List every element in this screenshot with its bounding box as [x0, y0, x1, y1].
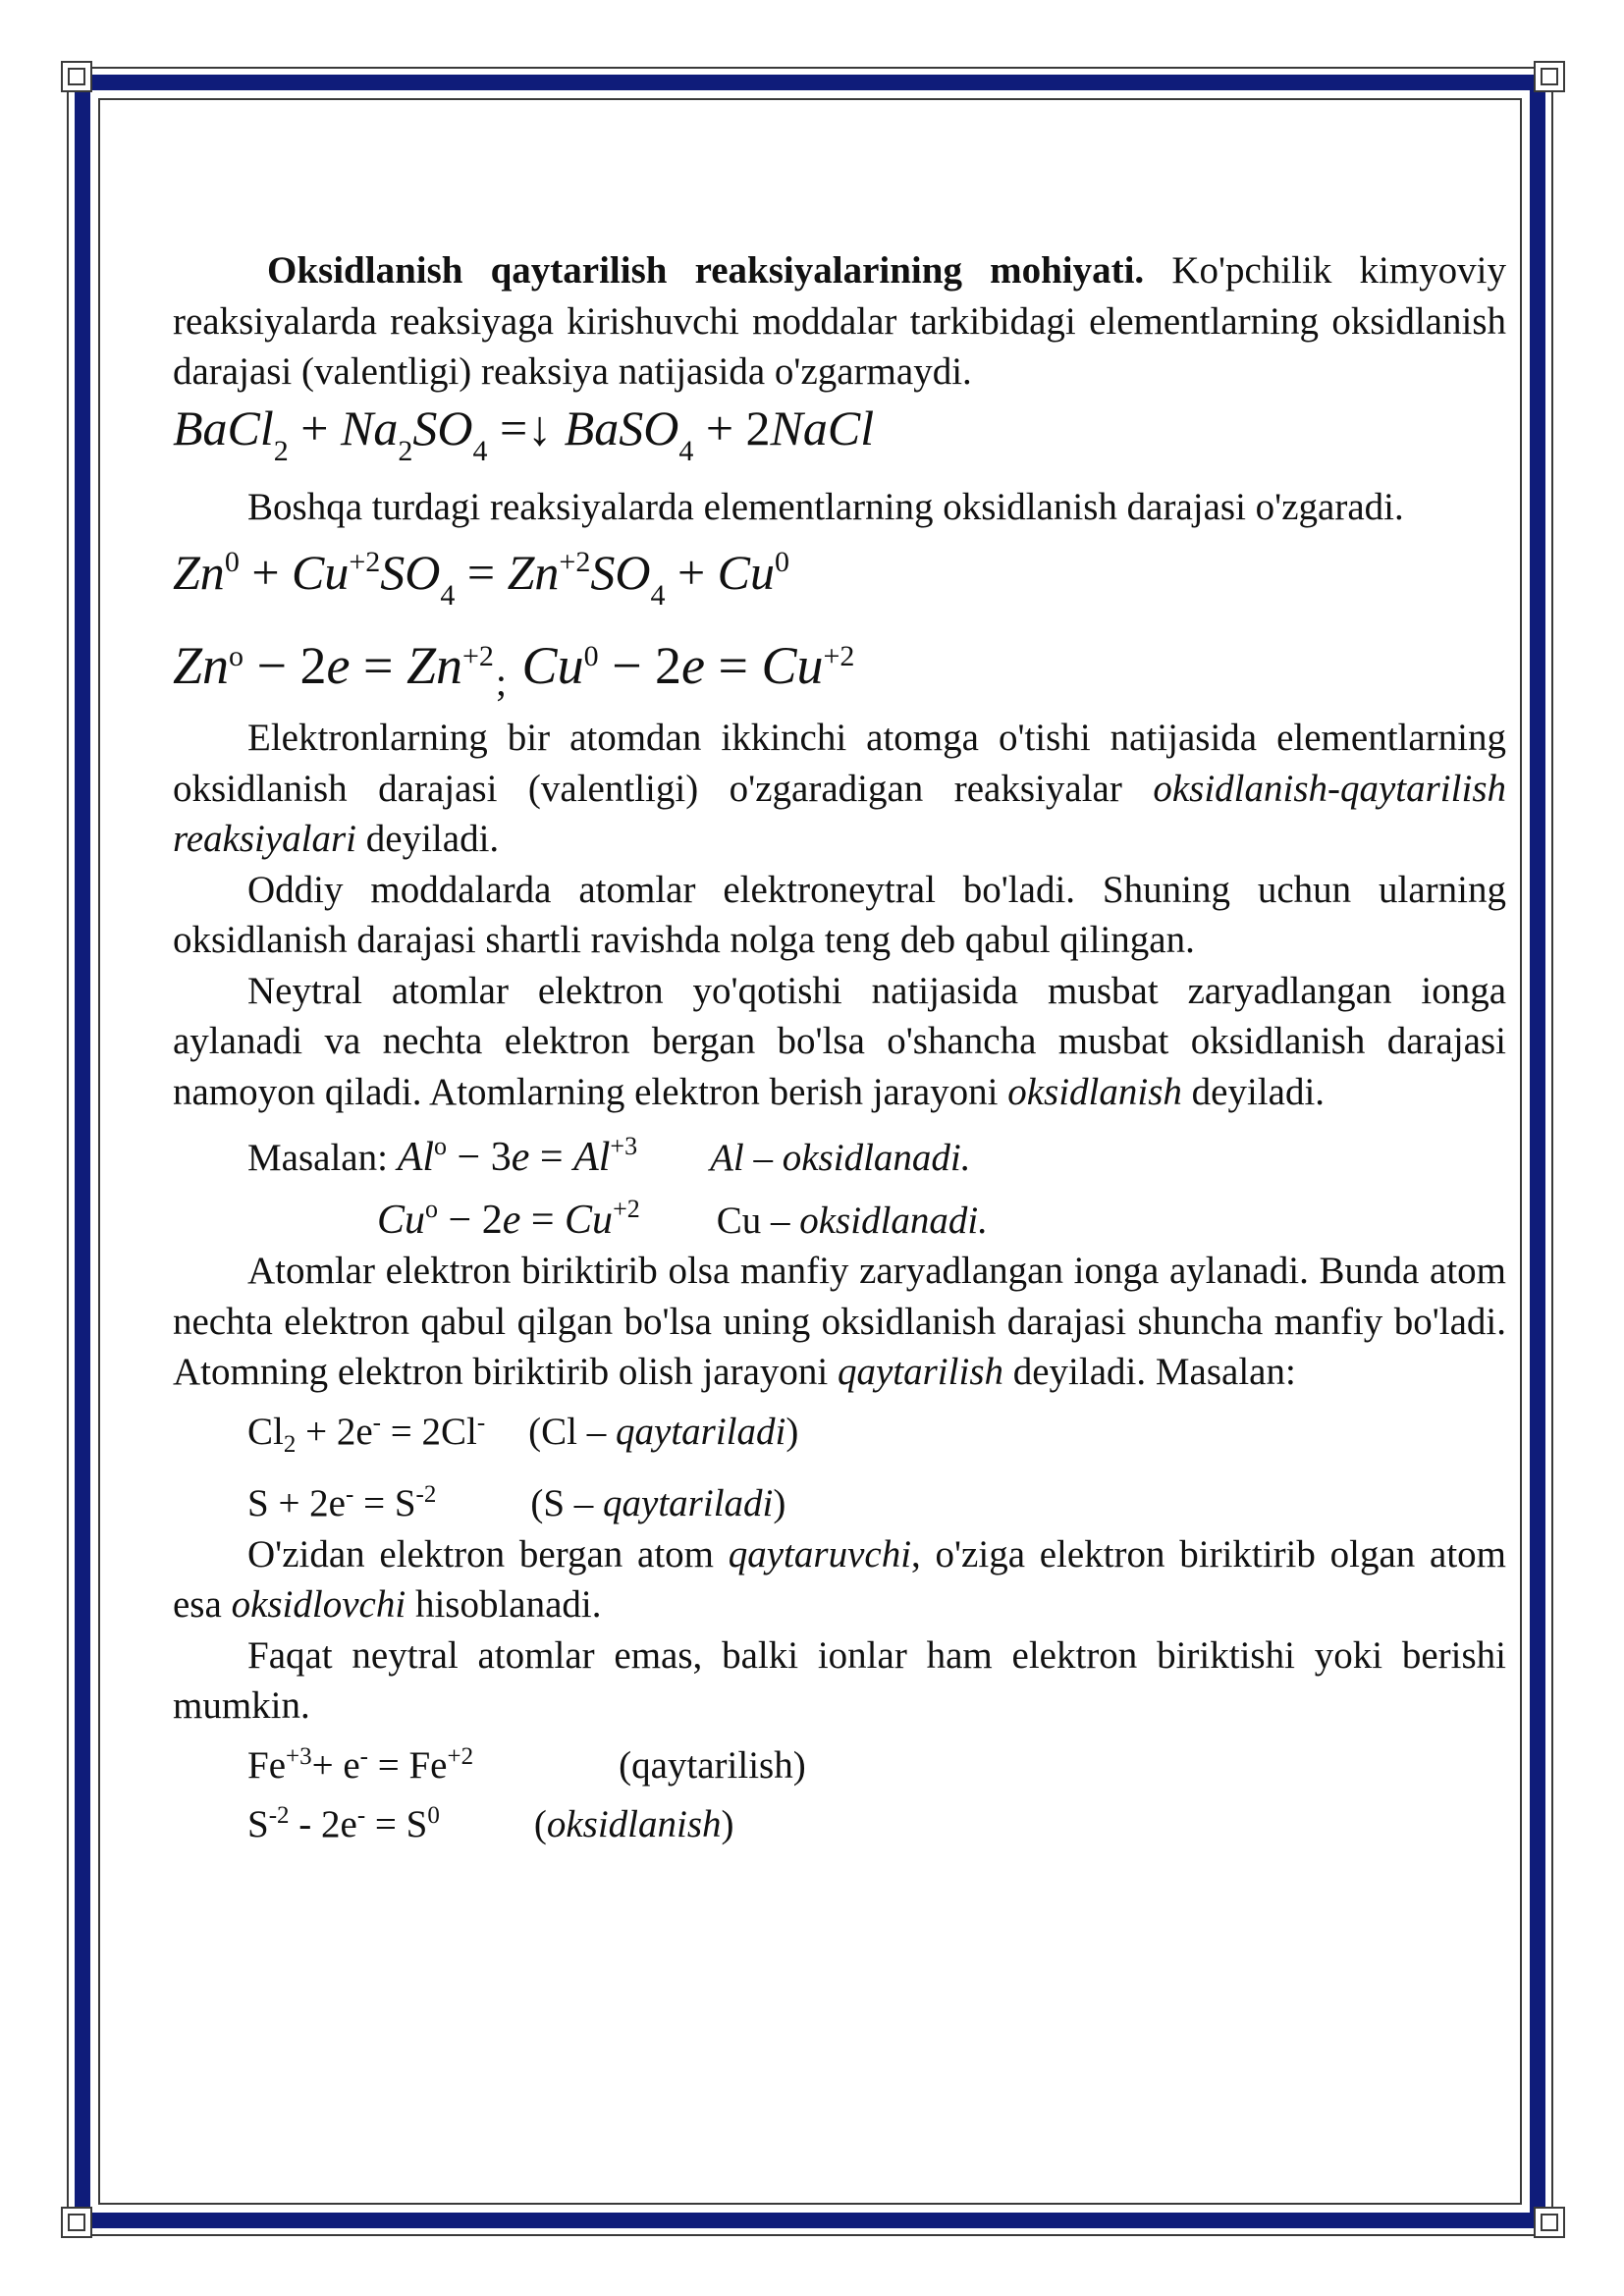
- example-cl-reduction: $Cl_2 + 2e^- = 2Cl^-$ (Cl – qaytariladi): [247, 1409, 799, 1458]
- paragraph-reduction: Atomlar elektron biriktirib olsa manfiy zaryadlangan ionga aylanadi. Bunda atom nechta elektron qabul qilgan bo'lsa uning oksidlanish darajasi shuncha manfiy bo'ladi. Atomning elektron biriktirib olish jarayoni qaytarilish deyiladi. Masalan:: [173, 1250, 1506, 1393]
- corner-ornament-top-right: [1534, 61, 1563, 90]
- intro-paragraph: [173, 245, 1506, 398]
- section-title: Oksidlanish qaytarilish reaksiyalarining mohiyati.: [267, 249, 1145, 292]
- equation-bacl2-na2so4: BaCl$_2$ + $Na_2SO_4$ =↓ BaSO$_4$ + 2NaCl: [173, 400, 875, 467]
- paragraph-simple-substances: Oddiy moddalarda atomlar elektroneytral bo'ladi. Shuning uchun ularning oksidlanish darajasi shartli ravishda nolga teng deb qabul qilingan.: [173, 868, 1506, 961]
- intro-text: Ko'pchilik kimyoviy reaksiyalarda reaksiyaga kirishuvchi moddalar tarkibidagi elementlarning oksidlanish darajasi (valentligi) reaksiya natijasida o'zgarmaydi.: [173, 249, 1507, 393]
- example-s-oxidation: $S^{-2} - 2e^- = S^0$ (oksidlanish): [247, 1802, 734, 1845]
- paragraph-other-reactions: Boshqa turdagi reaksiyalarda elementlarning oksidlanish darajasi o'zgaradi.: [247, 485, 1404, 528]
- corner-ornament-top-left: [61, 61, 90, 90]
- equation-half-reactions: $Zn^o - 2e = Zn^{+2}_;$ $Cu^0 - 2e = Cu^{+2}$: [173, 636, 855, 704]
- paragraph-oxidation: Neytral atomlar elektron yo'qotishi natijasida musbat zaryadlangan ionga aylanadi va nechta elektron bergan bo'lsa o'shancha musbat oksidlanish darajasi namoyon qiladi. Atomlarning elektron berish jarayoni oksidlanish deyiladi.: [173, 969, 1506, 1113]
- example-al-oxidation: Masalan: $Al^o - 3e = Al^{+3}$ Al – oksidlanadi.: [247, 1132, 971, 1180]
- example-cu-oxidation: $Cu^o - 2e = Cu^{+2}$ Cu – oksidlanadi.: [377, 1194, 988, 1243]
- paragraph-ions: Faqat neytral atomlar emas, balki ionlar ham elektron biriktishi yoki berishi mumkin.: [173, 1633, 1506, 1727]
- corner-ornament-bottom-right: [1534, 2207, 1563, 2236]
- paragraph-reducer-oxidizer: O'zidan elektron bergan atom qaytaruvchi, o'ziga elektron biriktirib olgan atom esa oksidlovchi hisoblanadi.: [173, 1532, 1506, 1626]
- example-fe-reduction: $Fe^{+3}+ e^- = Fe^{+2}$ (qaytarilish): [247, 1742, 806, 1787]
- equation-zn-cuso4: $Zn^0 + Cu^{+2}SO_4 = Zn^{+2}SO_4 + Cu^0$: [173, 545, 790, 612]
- page-content: [173, 245, 1506, 1850]
- paragraph-definition: Elektronlarning bir atomdan ikkinchi atomga o'tishi natijasida elementlarning oksidlanish darajasi (valentligi) o'zgaradigan reaksiyalar oksidlanish-qaytarilish reaksiyalari deyiladi.: [173, 717, 1506, 860]
- example-s-reduction: $S + 2e^- = S^{-2}$ (S – qaytariladi): [247, 1481, 786, 1524]
- corner-ornament-bottom-left: [61, 2207, 90, 2236]
